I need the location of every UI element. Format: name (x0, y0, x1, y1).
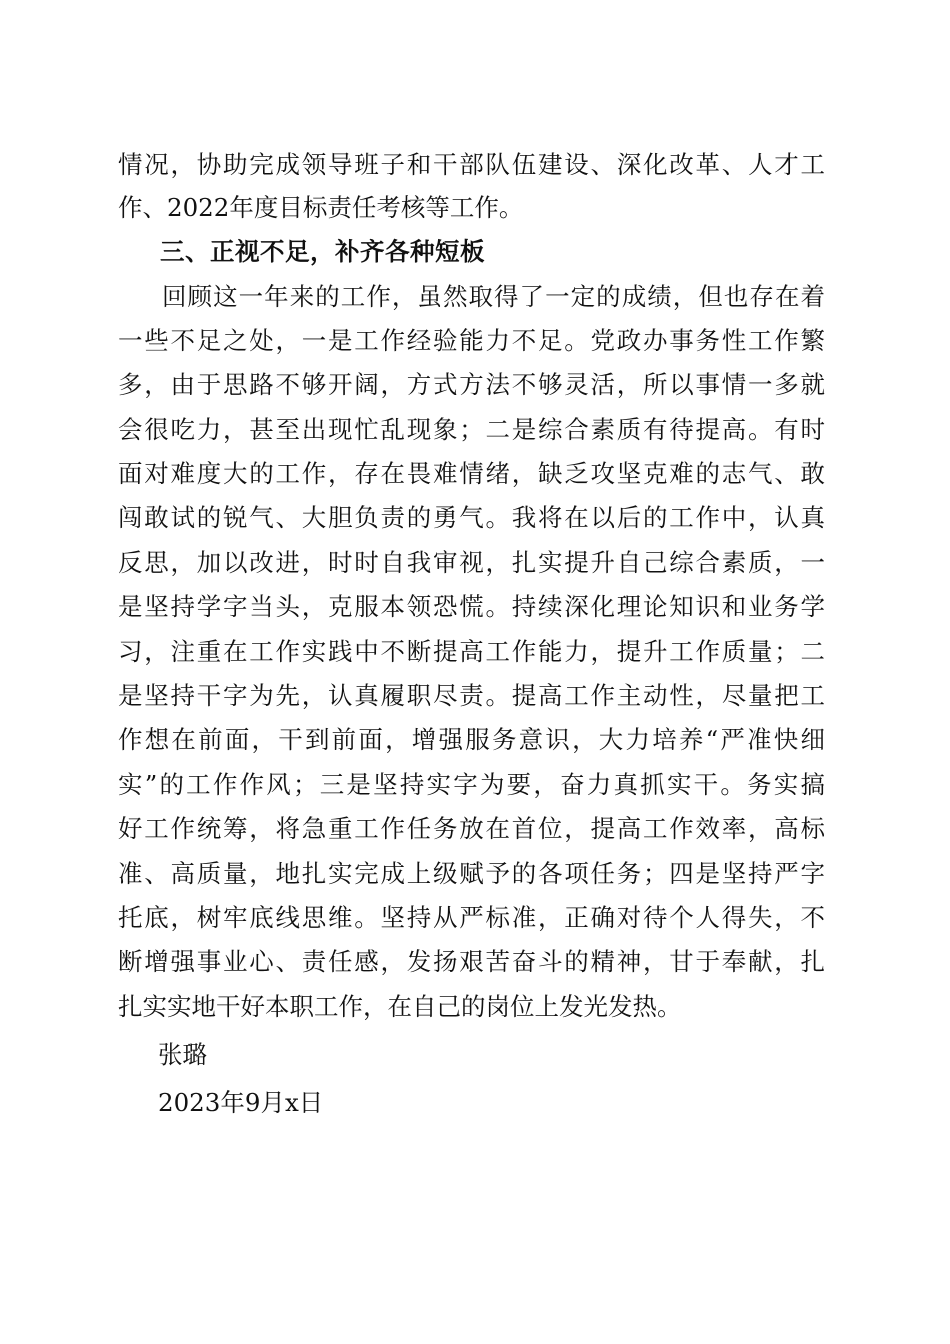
signature-date: 2023年9月x日 (158, 1088, 324, 1117)
text-line: 作、2022年度目标责任考核等工作。 (118, 193, 524, 222)
text-line: 准、高质量，地扎实完成上级赋予的各项任务；四是坚持严字 (118, 859, 825, 888)
text-line: 情况，协助完成领导班子和干部队伍建设、深化改革、人才工 (118, 150, 825, 179)
text-line: 是坚持干字为先，认真履职尽责。提高工作主动性，尽量把工 (118, 681, 825, 710)
text-line: 闯敢试的锐气、大胆负责的勇气。我将在以后的工作中，认真 (118, 503, 825, 532)
text-line: 习，注重在工作实践中不断提高工作能力，提升工作质量；二 (118, 637, 825, 666)
text-line: 实”的工作作风；三是坚持实字为要，奋力真抓实干。务实搞 (118, 770, 825, 799)
text-line: 作想在前面，干到前面，增强服务意识，大力培养“严准快细 (118, 725, 825, 754)
text-line: 反思，加以改进，时时自我审视，扎实提升自己综合素质，一 (118, 548, 825, 577)
text-line: 多，由于思路不够开阔，方式方法不够灵活，所以事情一多就 (118, 370, 825, 399)
signature-name: 张璐 (158, 1040, 207, 1069)
section-heading: 三、正视不足，补齐各种短板 (160, 237, 485, 266)
text-line: 面对难度大的工作，存在畏难情绪，缺乏攻坚克难的志气、敢 (118, 459, 825, 488)
text-line: 扎实实地干好本职工作，在自己的岗位上发光发热。 (118, 992, 682, 1021)
text-line: 是坚持学字当头，克服本领恐慌。持续深化理论知识和业务学 (118, 592, 825, 621)
text-line: 好工作统筹，将急重工作任务放在首位，提高工作效率，高标 (118, 814, 825, 843)
text-line: 回顾这一年来的工作，虽然取得了一定的成绩，但也存在着 (162, 282, 825, 311)
text-line: 托底，树牢底线思维。坚持从严标准，正确对待个人得失，不 (118, 903, 825, 932)
text-line: 断增强事业心、责任感，发扬艰苦奋斗的精神，甘于奉献，扎 (118, 947, 825, 976)
text-line: 一些不足之处，一是工作经验能力不足。党政办事务性工作繁 (118, 326, 825, 355)
text-line: 会很吃力，甚至出现忙乱现象；二是综合素质有待提高。有时 (118, 415, 825, 444)
